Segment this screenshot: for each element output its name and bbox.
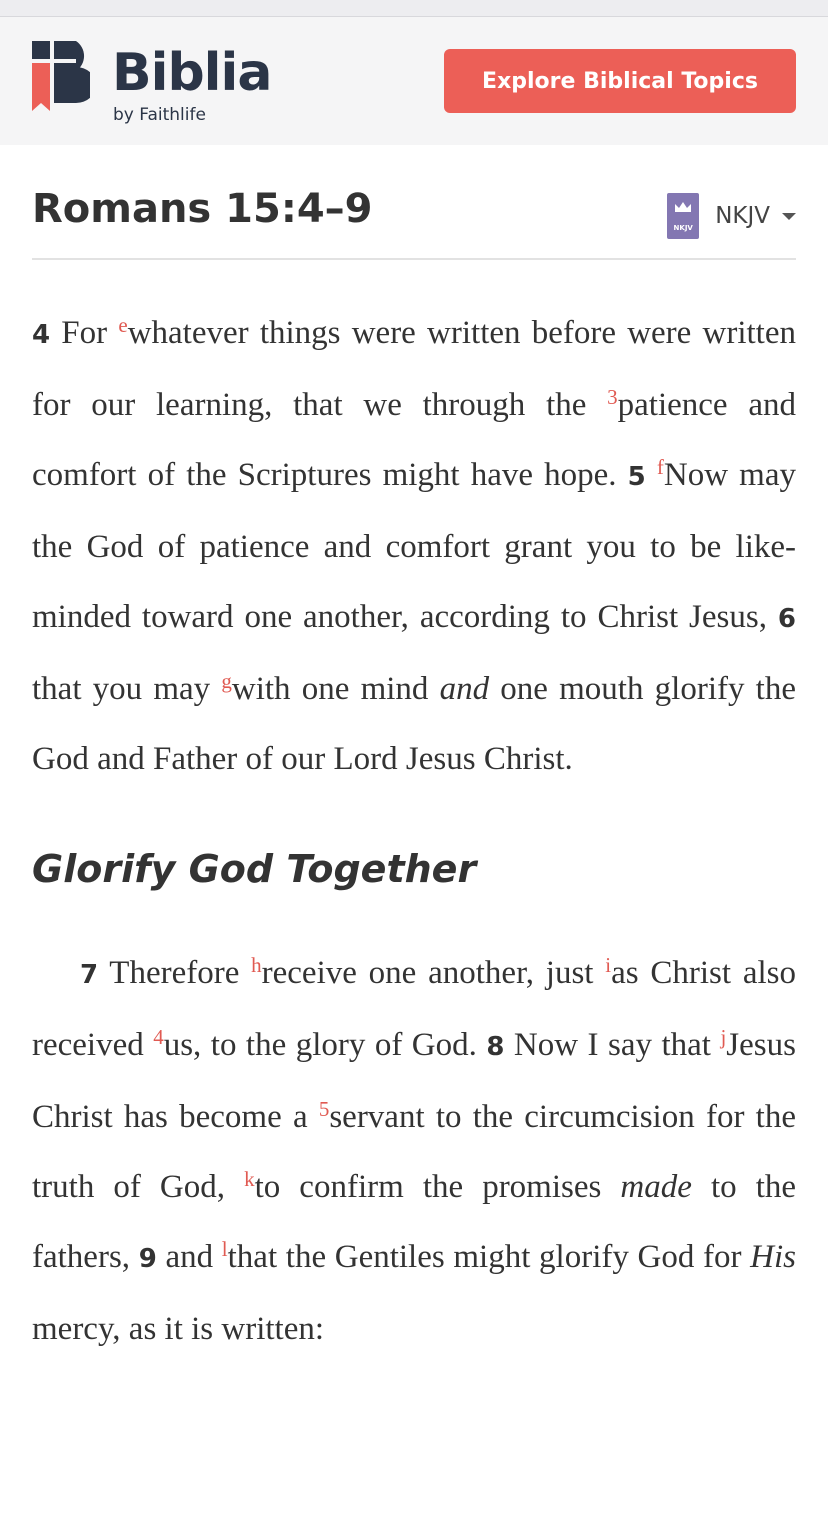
verse-text: whatever things were written before were written for our learning, that we through the bbox=[32, 315, 796, 423]
page-title: Romans 15:4–9 bbox=[32, 186, 373, 232]
verse-number: 9 bbox=[138, 1244, 157, 1274]
verse-text-italic: made bbox=[620, 1169, 692, 1205]
verse-number: 6 bbox=[777, 604, 796, 634]
verse-number: 5 bbox=[627, 462, 646, 492]
site-header bbox=[0, 17, 828, 145]
passage-header bbox=[32, 170, 796, 260]
verse-text: Therefore bbox=[98, 955, 252, 991]
verse-text: Jesus Christ has become a bbox=[32, 1027, 796, 1135]
logo-wordmark: Biblia bbox=[112, 43, 272, 103]
verse-text: that you may bbox=[32, 671, 222, 707]
footnote-link[interactable]: h bbox=[251, 953, 262, 977]
footnote-link[interactable]: 5 bbox=[318, 1097, 330, 1121]
version-icon-label: NKJV bbox=[673, 224, 693, 232]
chevron-down-icon bbox=[782, 213, 796, 220]
crown-icon bbox=[674, 201, 692, 213]
biblia-logo-mark-icon bbox=[32, 41, 90, 111]
section-heading: Glorify God Together bbox=[32, 847, 477, 891]
verse-text: with one mind bbox=[231, 671, 440, 707]
verse-text: to the fathers, bbox=[32, 1169, 797, 1275]
verse-text bbox=[646, 457, 657, 493]
footnote-link[interactable]: g bbox=[221, 669, 232, 693]
verse-text: one mouth glorify the God and Father of our Lord Jesus Christ. bbox=[32, 671, 796, 777]
verse-text: patience and comfort of the Scriptures might have hope. bbox=[32, 387, 796, 493]
logo-byline: by Faithlife bbox=[113, 105, 206, 125]
verse-text: Now may the God of patience and comfort grant you to be like-minded toward one another, according to Christ Jesus, bbox=[32, 457, 796, 635]
footnote-link[interactable]: i bbox=[605, 953, 612, 977]
verse-text: and bbox=[156, 1239, 222, 1275]
verse-text: us, to the glory of God. bbox=[163, 1027, 487, 1063]
verse-number: 8 bbox=[486, 1032, 505, 1062]
verse-text: Now I say that bbox=[504, 1027, 721, 1063]
scripture-paragraph bbox=[32, 938, 796, 1364]
biblia-logo[interactable] bbox=[32, 41, 292, 131]
version-label: NKJV bbox=[715, 203, 770, 229]
explore-topics-button[interactable]: Explore Biblical Topics bbox=[444, 49, 796, 113]
footnote-link[interactable]: 3 bbox=[607, 385, 618, 409]
verse-text: to confirm the promises bbox=[254, 1169, 621, 1205]
verse-number: 4 bbox=[32, 320, 51, 350]
verse-text: that the Gentiles might glorify God for bbox=[227, 1239, 751, 1275]
verse-text: servant to the circumcision for the truth of God, bbox=[32, 1099, 796, 1205]
footnote-link[interactable]: l bbox=[221, 1237, 228, 1261]
footnote-link[interactable]: j bbox=[720, 1025, 727, 1049]
verse-text: mercy, as it is written: bbox=[32, 1311, 325, 1347]
footnote-link[interactable]: f bbox=[656, 455, 664, 479]
version-selector[interactable] bbox=[667, 192, 796, 240]
footnote-link[interactable]: 4 bbox=[153, 1025, 164, 1049]
verse-text: receive one another, just bbox=[261, 955, 606, 991]
verse-text: For bbox=[50, 315, 119, 351]
verse-number: 7 bbox=[80, 960, 99, 990]
status-bar-divider bbox=[0, 0, 828, 17]
verse-text: as Christ also received bbox=[32, 955, 796, 1063]
verse-text-italic: and bbox=[439, 671, 490, 707]
bible-version-icon bbox=[667, 193, 699, 239]
verse-text-italic: His bbox=[750, 1239, 796, 1275]
footnote-link[interactable]: k bbox=[244, 1167, 255, 1191]
footnote-link[interactable]: e bbox=[118, 313, 128, 337]
scripture-paragraph bbox=[32, 298, 796, 794]
passage-content bbox=[32, 298, 796, 1364]
